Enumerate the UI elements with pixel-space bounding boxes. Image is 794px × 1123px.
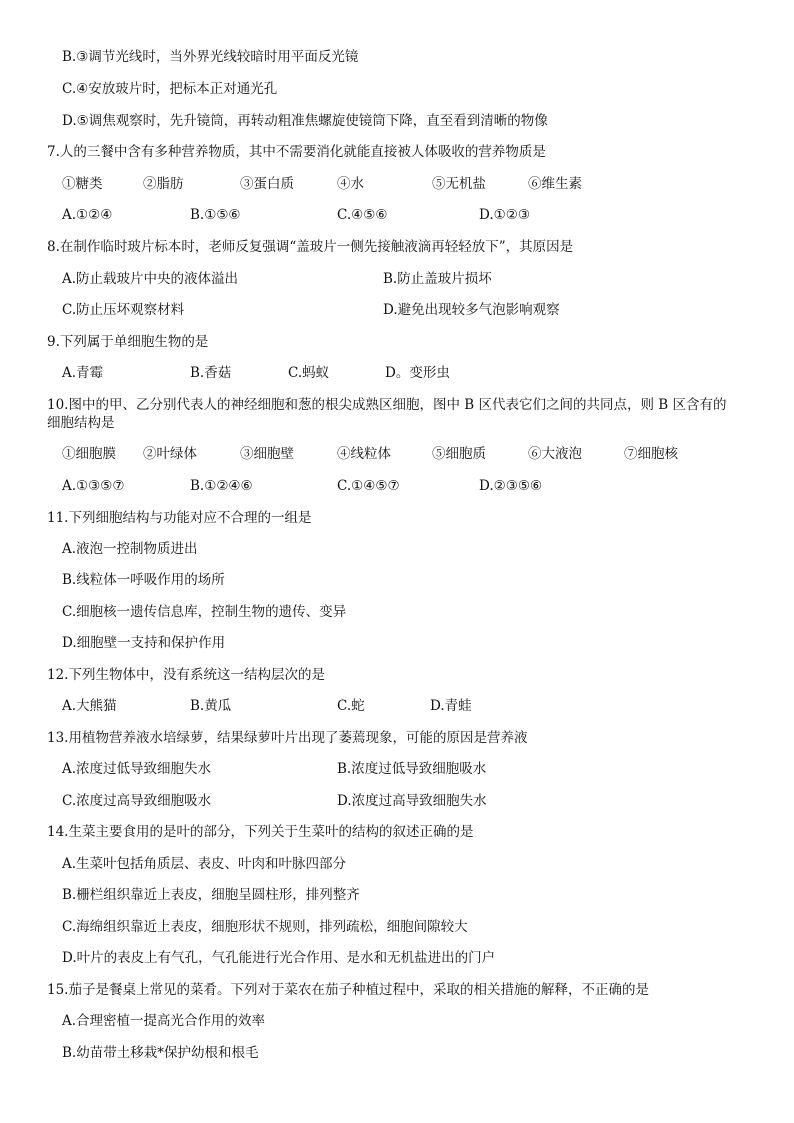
- q13-option-a: A.浓度过低导致细胞失水: [62, 761, 212, 777]
- question-11-stem: 11.下列细胞结构与功能对应不合理的一组是: [47, 510, 312, 526]
- question-15-stem: 15.茄子是餐桌上常见的菜肴。下列对于菜农在茄子种植过程中，采取的相关措施的解释，不正确的是: [47, 982, 649, 998]
- question-14-stem: 14.生菜主要食用的是叶的部分，下列关于生菜叶的结构的叙述正确的是: [47, 824, 474, 840]
- q7-option-c: C.④⑤⑥: [337, 207, 388, 223]
- q8-option-a: A.防止载玻片中央的液体溢出: [62, 271, 239, 287]
- q11-option-c: C.细胞核一遗传信息库，控制生物的遗传、变异: [62, 604, 347, 620]
- q14-option-c: C.海绵组织靠近上表皮，细胞形状不规则，排列疏松，细胞间隙较大: [62, 919, 468, 935]
- q10-item-5: ⑤细胞质: [432, 446, 486, 462]
- q7-option-b: B.①⑤⑥: [190, 207, 241, 223]
- q10-item-2: ②叶绿体: [143, 446, 197, 462]
- q9-option-a: A.青霉: [62, 365, 104, 381]
- question-10-stem-cont: 细胞结构是: [47, 415, 115, 431]
- question-13-stem: 13.用植物营养液水培绿萝，结果绿萝叶片出现了萎蔫现象，可能的原因是营养液: [47, 730, 528, 746]
- q10-option-b: B.①②④⑥: [190, 478, 253, 494]
- q7-item-6: ⑥维生素: [528, 176, 582, 192]
- q10-option-a: A.①③⑤⑦: [62, 478, 125, 494]
- q9-option-b: B.香菇: [190, 365, 232, 381]
- q12-option-c: C.蛇: [337, 698, 365, 714]
- q13-option-b: B.浓度过低导致细胞吸水: [337, 761, 487, 777]
- question-8-stem: 8.在制作临时玻片标本时，老师反复强调“盖玻片一侧先接触液滴再轻轻放下”，其原因是: [47, 239, 574, 255]
- q10-item-4: ④线粒体: [337, 446, 391, 462]
- q15-option-a: A.合理密植一提高光合作用的效率: [62, 1013, 266, 1029]
- q10-option-d: D.②③⑤⑥: [479, 478, 543, 494]
- q7-item-4: ④水: [337, 176, 364, 192]
- q14-option-d: D.叶片的表皮上有气孔，气孔能进行光合作用、是水和无机盐进出的门户: [62, 950, 496, 966]
- q12-option-a: A.大熊猫: [62, 698, 117, 714]
- q7-item-5: ⑤无机盐: [432, 176, 486, 192]
- q13-option-c: C.浓度过高导致细胞吸水: [62, 793, 212, 809]
- q10-item-6: ⑥大液泡: [528, 446, 582, 462]
- q15-option-b: B.幼苗带土移栽*保护幼根和根毛: [62, 1045, 259, 1061]
- q7-item-3: ③蛋白质: [240, 176, 294, 192]
- q13-option-d: D.浓度过高导致细胞失水: [337, 793, 487, 809]
- q7-item-1: ①糖类: [62, 176, 103, 192]
- q14-option-b: B.栅栏组织靠近上表皮，细胞呈圆柱形，排列整齐: [62, 887, 360, 903]
- q14-option-a: A.生菜叶包括角质层、表皮、叶肉和叶脉四部分: [62, 856, 347, 872]
- q11-option-b: B.线粒体一呼吸作用的场所: [62, 572, 225, 588]
- q6-option-c: C.④安放玻片时，把标本正对通光孔: [62, 81, 278, 97]
- question-12-stem: 12.下列生物体中，没有系统这一结构层次的是: [47, 667, 325, 683]
- q8-option-c: C.防止压坏观察材料: [62, 302, 185, 318]
- question-9-stem: 9.下列属于单细胞生物的是: [47, 334, 209, 350]
- q10-option-c: C.①④⑤⑦: [337, 478, 400, 494]
- question-10-stem: 10.图中的甲、乙分别代表人的神经细胞和葱的根尖成熟区细胞，图中 B 区代表它们之间的共同点，则 B 区含有的: [47, 397, 727, 413]
- question-7-stem: 7.人的三餐中含有多种营养物质，其中不需要消化就能直接被人体吸收的营养物质是: [47, 144, 546, 160]
- q8-option-d: D.避免出现较多气泡影响观察: [383, 302, 560, 318]
- q10-item-3: ③细胞壁: [240, 446, 294, 462]
- q10-item-7: ⑦细胞核: [624, 446, 678, 462]
- q11-option-a: A.液泡一控制物质进出: [62, 541, 198, 557]
- q7-item-2: ②脂肪: [143, 176, 184, 192]
- q12-option-b: B.黄瓜: [190, 698, 232, 714]
- q11-option-d: D.细胞壁一支持和保护作用: [62, 635, 226, 651]
- q6-option-d: D.⑤调焦观察时，先升镜筒，再转动粗准焦螺旋使镜筒下降，直至看到清晰的物像: [62, 113, 548, 129]
- q9-option-c: C.蚂蚁: [288, 365, 330, 381]
- q10-item-1: ①细胞膜: [62, 446, 116, 462]
- q7-option-a: A.①②④: [62, 207, 113, 223]
- q6-option-b: B.③调节光线时，当外界光线较暗时用平面反光镜: [62, 49, 359, 65]
- q12-option-d: D.青蛙: [430, 698, 472, 714]
- q7-option-d: D.①②③: [479, 207, 530, 223]
- q8-option-b: B.防止盖玻片损坏: [383, 271, 492, 287]
- q9-option-d: D。变形虫: [385, 365, 450, 381]
